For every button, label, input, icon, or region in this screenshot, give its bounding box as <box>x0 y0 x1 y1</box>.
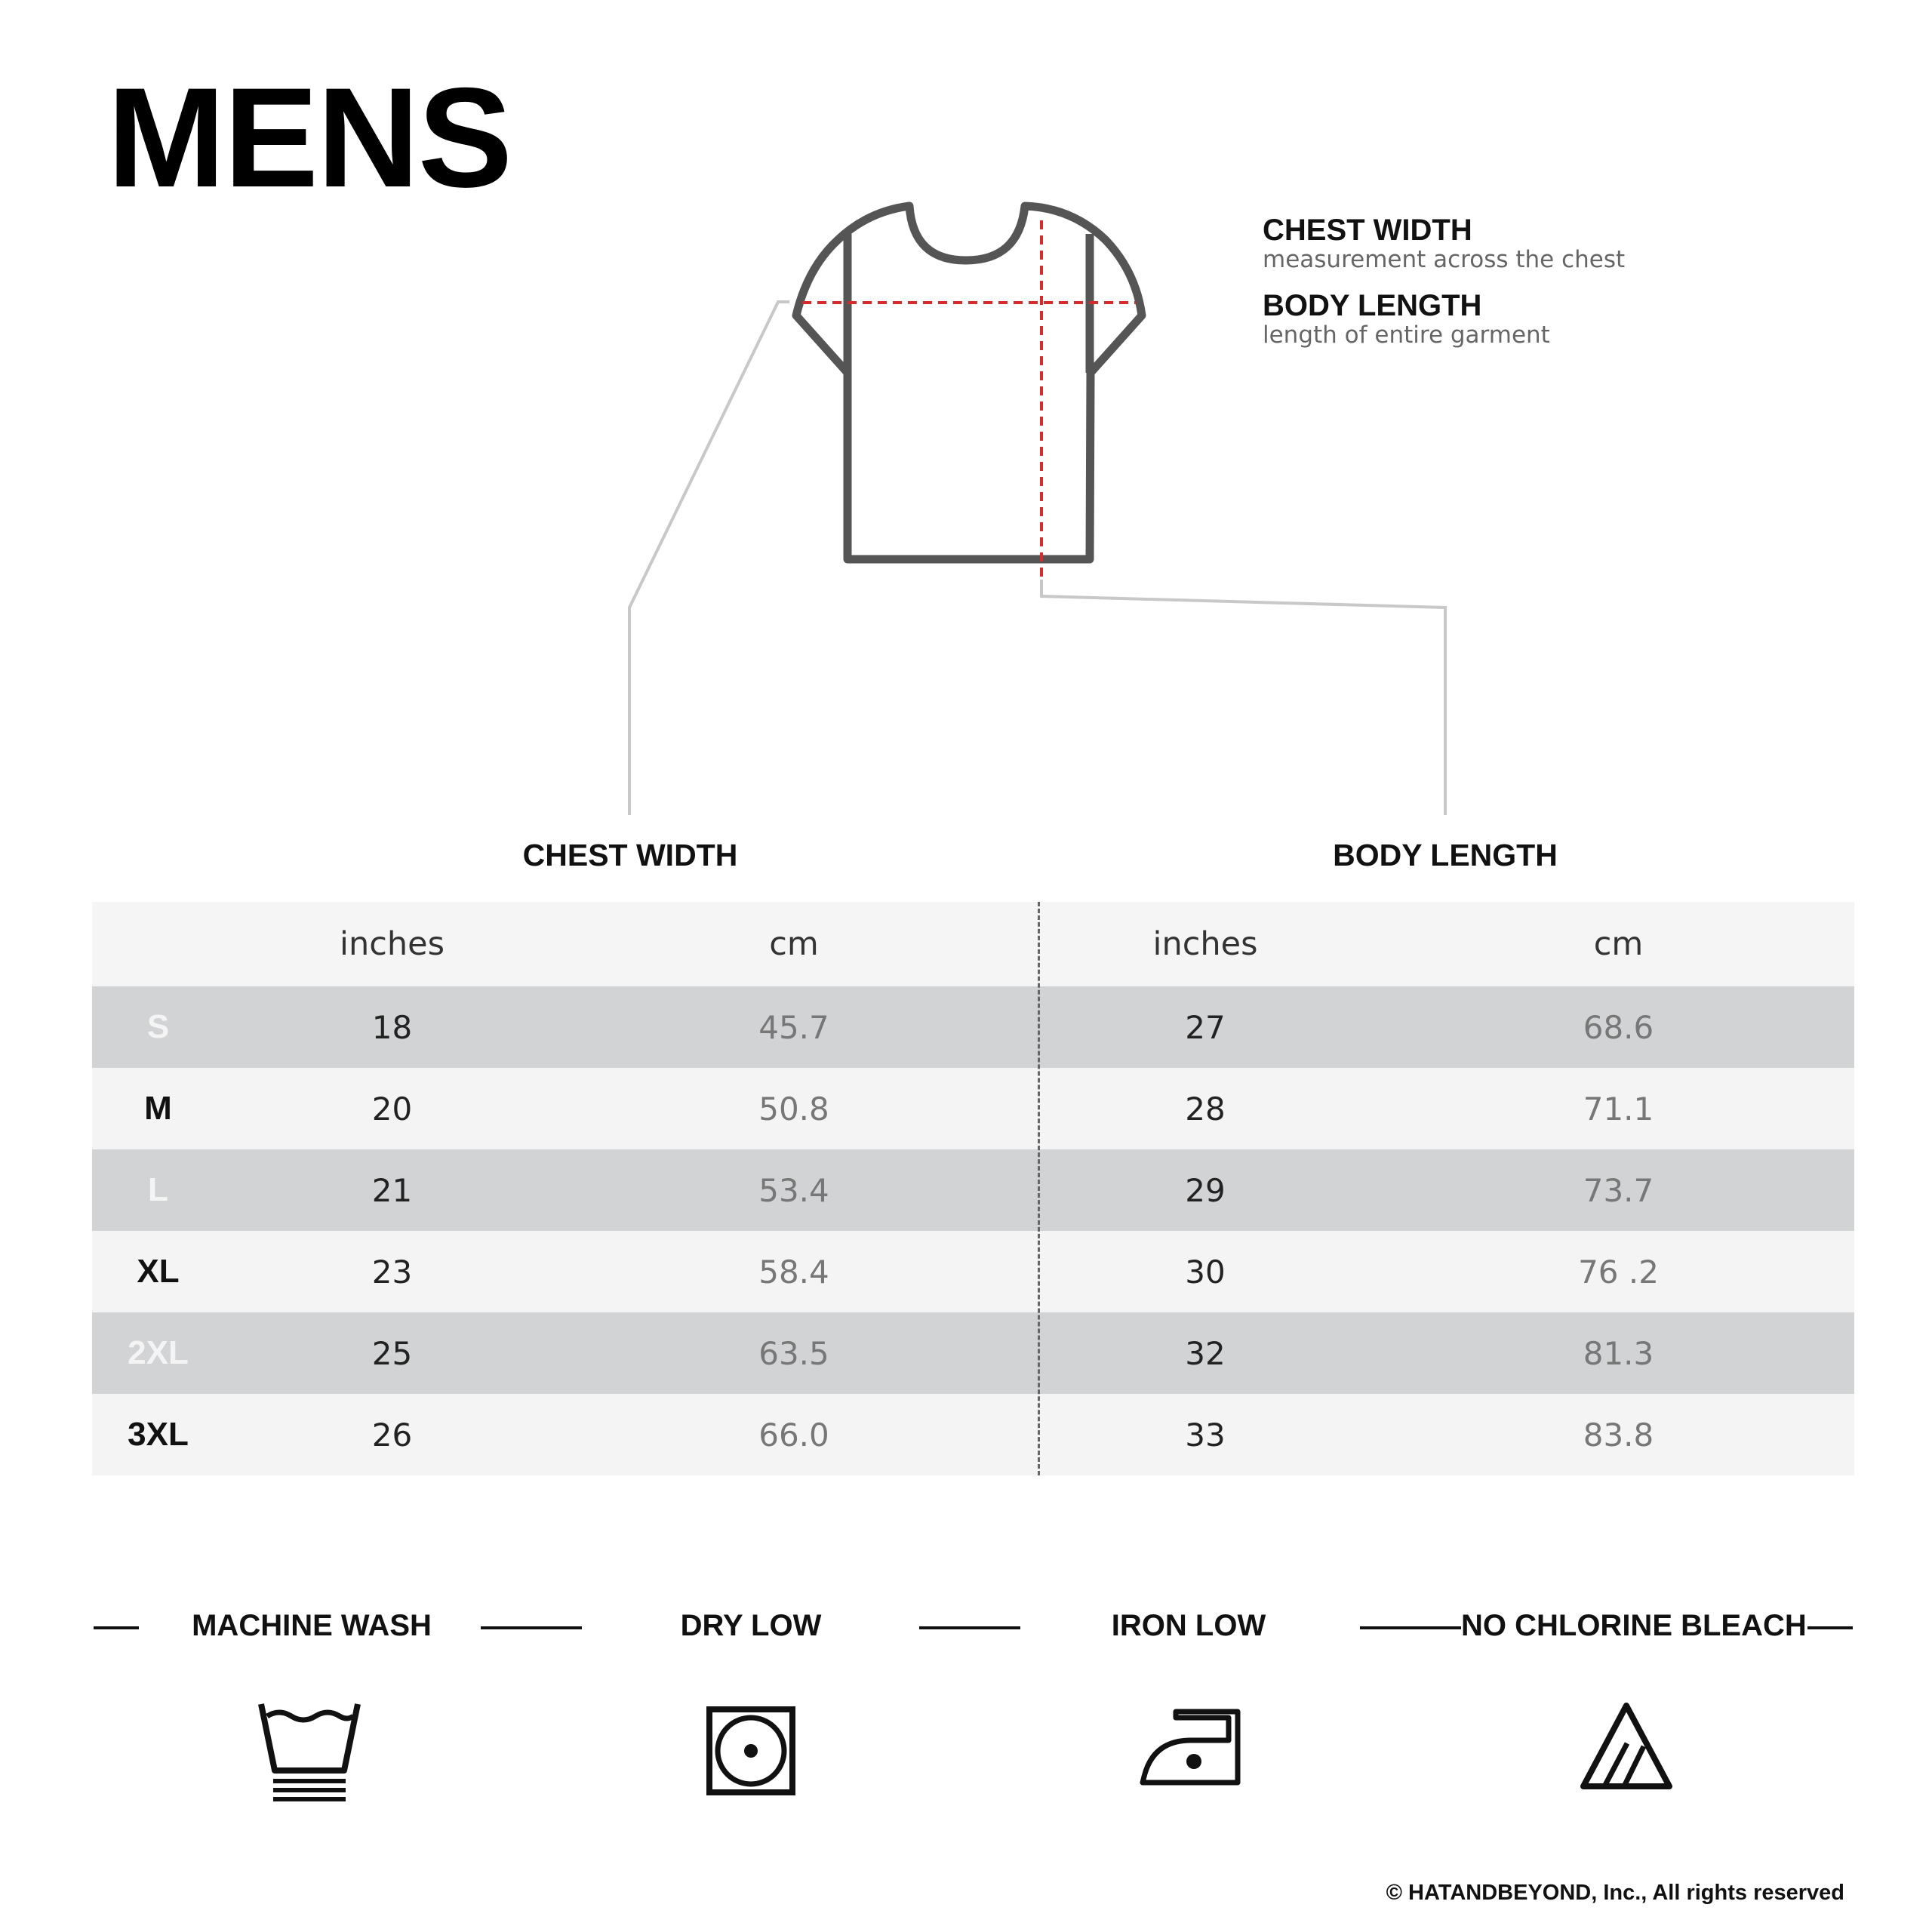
chest-inches-cell: 18 <box>371 1008 413 1046</box>
size-cell: L <box>148 1171 168 1208</box>
body-cm-cell: 81.3 <box>1583 1334 1654 1372</box>
chest-inches-cell: 25 <box>371 1334 413 1372</box>
chest-cm-cell: 53.4 <box>758 1171 829 1209</box>
body-cm-cell: 68.6 <box>1583 1008 1654 1046</box>
body-inches-cell: 27 <box>1185 1008 1226 1046</box>
body-cm-cell: 71.1 <box>1583 1090 1654 1128</box>
table-row <box>92 1312 1854 1394</box>
size-cell: 2XL <box>128 1334 189 1371</box>
legend-heading: BODY LENGTH <box>1263 289 1482 322</box>
size-cell: 3XL <box>128 1416 189 1453</box>
chest-inches-cell: 20 <box>371 1090 413 1128</box>
chest-leader-line <box>629 302 789 815</box>
machine-wash-icon <box>257 1698 362 1804</box>
tshirt-diagram <box>0 0 1932 838</box>
non-chlorine-bleach-icon <box>1577 1700 1675 1794</box>
legend-description: length of entire garment <box>1263 321 1550 349</box>
iron-low-icon <box>1138 1707 1244 1790</box>
chest-cm-cell: 50.8 <box>758 1090 829 1128</box>
body-cm-cell: 76 .2 <box>1578 1253 1659 1291</box>
divider-dash <box>1360 1626 1461 1629</box>
body-inches-cell: 30 <box>1185 1253 1226 1291</box>
chest-inches-cell: 26 <box>371 1416 413 1454</box>
legend-heading: CHEST WIDTH <box>1263 214 1472 247</box>
header-body-inches: inches <box>1152 925 1258 963</box>
chest-cm-cell: 58.4 <box>758 1253 829 1291</box>
body-cm-cell: 83.8 <box>1583 1416 1654 1454</box>
divider-dash <box>1807 1626 1853 1629</box>
body-inches-cell: 28 <box>1185 1090 1226 1128</box>
size-cell: XL <box>137 1253 180 1290</box>
size-cell: S <box>146 1008 170 1045</box>
chest-cm-cell: 63.5 <box>758 1334 829 1372</box>
body-cm-cell: 73.7 <box>1583 1171 1654 1209</box>
table-row <box>92 1231 1854 1312</box>
table-header-row <box>92 902 1854 986</box>
body-length-heading: BODY LENGTH <box>1333 838 1558 872</box>
table-divider <box>1038 902 1040 1475</box>
divider-dash <box>481 1626 582 1629</box>
body-inches-cell: 29 <box>1185 1171 1226 1209</box>
page-title: MENS <box>107 58 512 217</box>
body-inches-cell: 32 <box>1185 1334 1226 1372</box>
chest-cm-cell: 66.0 <box>758 1416 829 1454</box>
legend-chest <box>1263 214 1625 272</box>
table-row <box>92 986 1854 1068</box>
chest-width-heading: CHEST WIDTH <box>522 838 738 872</box>
size-cell: M <box>144 1090 172 1127</box>
chest-inches-cell: 21 <box>371 1171 413 1209</box>
tumble-dry-low-icon <box>706 1706 796 1796</box>
care-label-no-chlorine-bleach: NO CHLORINE BLEACH <box>1461 1609 1807 1642</box>
header-chest-inches: inches <box>340 925 445 963</box>
divider-dash <box>94 1626 139 1629</box>
header-body-cm: cm <box>1593 925 1644 963</box>
divider-dash <box>919 1626 1020 1629</box>
care-label-dry-low: DRY LOW <box>680 1609 822 1642</box>
table-row <box>92 1149 1854 1231</box>
table-row <box>92 1394 1854 1475</box>
chest-inches-cell: 23 <box>371 1253 413 1291</box>
care-label-machine-wash: MACHINE WASH <box>192 1609 432 1642</box>
chest-cm-cell: 45.7 <box>758 1008 829 1046</box>
legend-body <box>1263 289 1550 348</box>
copyright-text: © HATANDBEYOND, Inc., All rights reserved <box>1386 1881 1844 1905</box>
body-inches-cell: 33 <box>1185 1416 1226 1454</box>
legend-description: measurement across the chest <box>1263 246 1626 273</box>
body-leader-line <box>1041 580 1445 815</box>
size-table <box>92 902 1854 1475</box>
header-chest-cm: cm <box>769 925 819 963</box>
table-row <box>92 1068 1854 1149</box>
care-label-iron-low: IRON LOW <box>1111 1609 1266 1642</box>
